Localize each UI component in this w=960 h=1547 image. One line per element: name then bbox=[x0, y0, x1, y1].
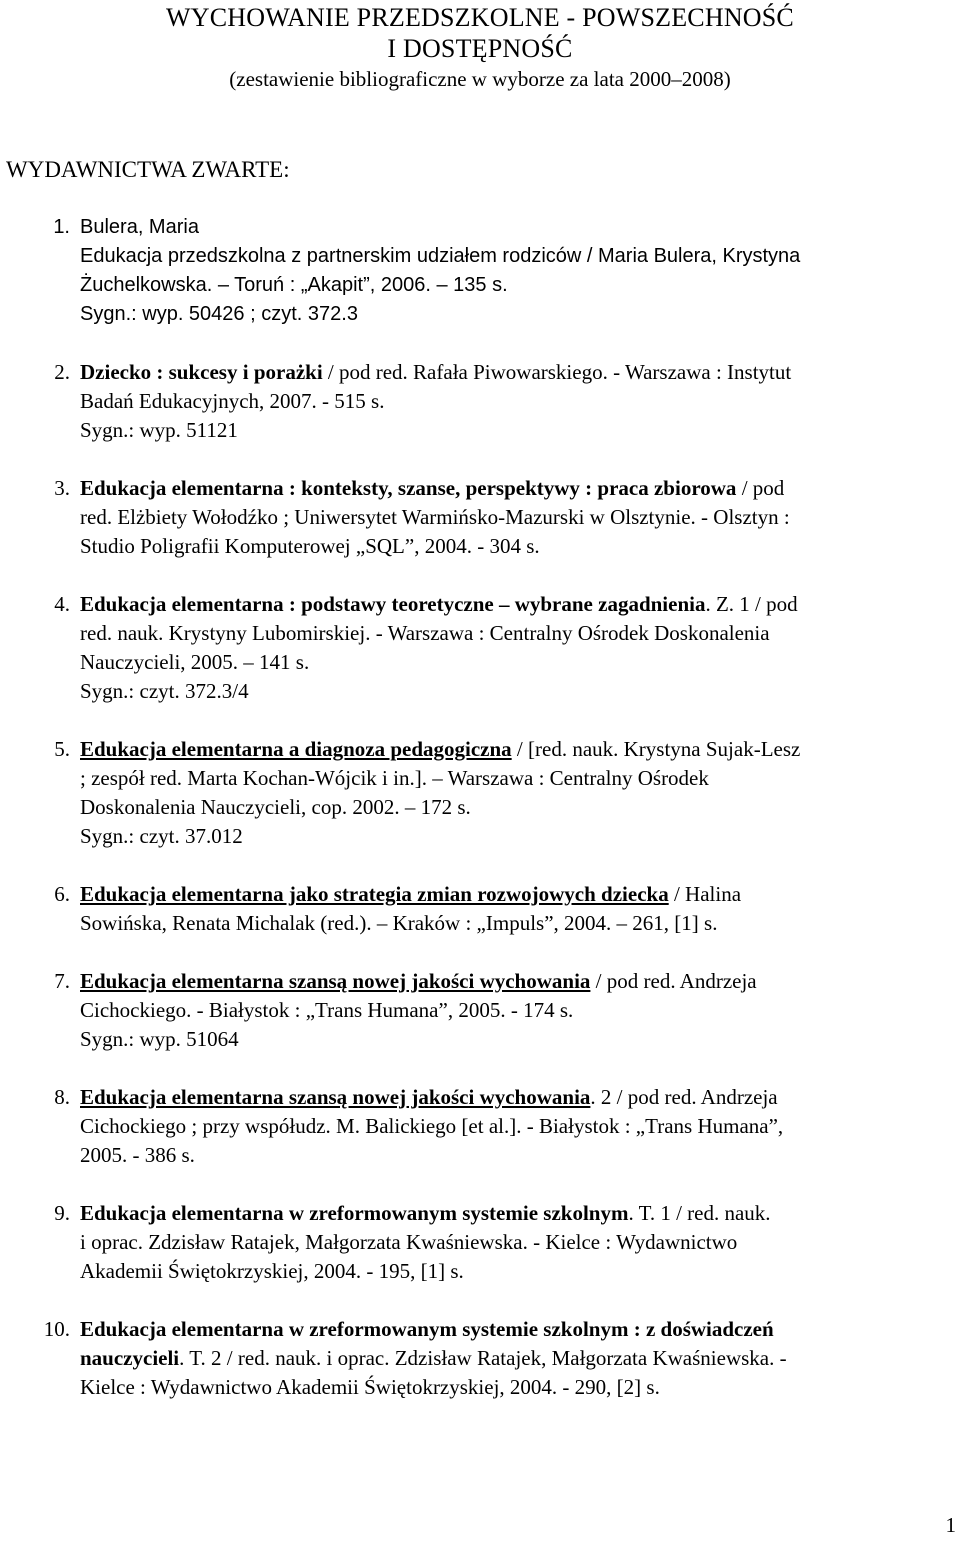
bibliography-entry bbox=[0, 1315, 960, 1402]
entry-line: Sowińska, Renata Michalak (red.). – Kraków : „Impuls”, 2004. – 261, [1] s. bbox=[80, 911, 718, 935]
entry-number: 4. bbox=[54, 592, 70, 616]
entry-signature: Sygn.: wyp. 51121 bbox=[80, 418, 238, 442]
entry-title: Edukacja elementarna a diagnoza pedagogiczna bbox=[80, 737, 512, 761]
entry-line: Studio Poligrafii Komputerowej „SQL”, 2004. - 304 s. bbox=[80, 534, 540, 558]
bibliography-entry bbox=[0, 1199, 960, 1286]
entry-number: 5. bbox=[54, 737, 70, 761]
entry-title: Dziecko : sukcesy i porażki bbox=[80, 360, 323, 384]
entry-title: Edukacja elementarna : konteksty, szanse, perspektywy : praca zbiorowa bbox=[80, 476, 737, 500]
entry-line: / pod red. Andrzeja bbox=[590, 969, 757, 993]
entry-line: / [red. nauk. Krystyna Sujak-Lesz bbox=[511, 737, 801, 761]
entry-line: . T. 1 / red. nauk. bbox=[628, 1201, 771, 1225]
section-heading: WYDAWNICTWA ZWARTE: bbox=[6, 157, 290, 182]
bibliography-entry bbox=[0, 1083, 960, 1170]
entry-line: Żuchelkowska. – Toruń : „Akapit”, 2006. – 135 s. bbox=[80, 274, 508, 296]
document-title-line-1: WYCHOWANIE PRZEDSZKOLNE - POWSZECHNOŚĆ bbox=[166, 3, 794, 32]
entry-line: . 2 / pod red. Andrzeja bbox=[590, 1085, 778, 1109]
entry-line: / pod red. Rafała Piwowarskiego. - Warszawa : Instytut bbox=[322, 360, 792, 384]
entry-title: Edukacja elementarna : podstawy teoretyczne – wybrane zagadnienia bbox=[80, 592, 706, 616]
entry-number: 6. bbox=[54, 882, 70, 906]
entry-number: 1. bbox=[53, 216, 70, 238]
entry-number: 3. bbox=[54, 476, 70, 500]
entry-line: 2005. - 386 s. bbox=[80, 1143, 195, 1167]
bibliography-entry bbox=[0, 880, 960, 938]
bibliography-entry bbox=[0, 213, 960, 329]
entry-line: Badań Edukacyjnych, 2007. - 515 s. bbox=[80, 389, 385, 413]
entry-title: Edukacja elementarna w zreformowanym systemie szkolnym bbox=[80, 1201, 629, 1225]
entry-line: / Halina bbox=[668, 882, 742, 906]
entry-title: Edukacja elementarna szansą nowej jakości wychowania bbox=[80, 1085, 591, 1109]
entry-signature: Sygn.: wyp. 50426 ; czyt. 372.3 bbox=[80, 303, 358, 325]
entry-line: ; zespół red. Marta Kochan-Wójcik i in.]. – Warszawa : Centralny Ośrodek bbox=[80, 766, 709, 790]
entry-line: Cichockiego. - Białystok : „Trans Humana”, 2005. - 174 s. bbox=[80, 998, 574, 1022]
entry-title: Edukacja elementarna w zreformowanym systemie szkolnym : z doświadczeń bbox=[80, 1317, 774, 1341]
entry-number: 10. bbox=[43, 1317, 70, 1341]
page-number: 1 bbox=[945, 1513, 956, 1537]
entry-title-continued: nauczycieli bbox=[80, 1346, 180, 1370]
bibliography-entry bbox=[0, 967, 960, 1054]
entry-number: 8. bbox=[54, 1085, 70, 1109]
entry-line: / pod bbox=[736, 476, 785, 500]
bibliography-list bbox=[0, 213, 960, 1431]
entry-line: . T. 2 / red. nauk. i oprac. Zdzisław Ratajek, Małgorzata Kwaśniewska. - bbox=[179, 1346, 787, 1370]
entry-line: i oprac. Zdzisław Ratajek, Małgorzata Kwaśniewska. - Kielce : Wydawnictwo bbox=[80, 1230, 738, 1254]
entry-signature: Sygn.: czyt. 37.012 bbox=[80, 824, 243, 848]
entry-line: Edukacja przedszkolna z partnerskim udziałem rodziców / Maria Bulera, Krystyna bbox=[80, 245, 801, 267]
entry-line: Kielce : Wydawnictwo Akademii Świętokrzyskiej, 2004. - 290, [2] s. bbox=[80, 1375, 660, 1399]
bibliography-entry bbox=[0, 735, 960, 851]
entry-author: Bulera, Maria bbox=[80, 216, 199, 238]
entry-number: 2. bbox=[54, 360, 70, 384]
entry-number: 7. bbox=[54, 969, 70, 993]
entry-number: 9. bbox=[54, 1201, 70, 1225]
bibliography-entry bbox=[0, 474, 960, 561]
bibliography-entry bbox=[0, 358, 960, 445]
entry-line: red. Elżbiety Wołodźko ; Uniwersytet Warmińsko-Mazurski w Olsztynie. - Olsztyn : bbox=[80, 505, 790, 529]
entry-line: red. nauk. Krystyny Lubomirskiej. - Warszawa : Centralny Ośrodek Doskonalenia bbox=[80, 621, 770, 645]
entry-signature: Sygn.: wyp. 51064 bbox=[80, 1027, 239, 1051]
document-subtitle: (zestawienie bibliograficzne w wyborze za lata 2000–2008) bbox=[229, 67, 731, 91]
title-block bbox=[0, 2, 960, 95]
entry-line: . Z. 1 / pod bbox=[705, 592, 798, 616]
entry-line: Doskonalenia Nauczycieli, cop. 2002. – 172 s. bbox=[80, 795, 471, 819]
entry-title: Edukacja elementarna jako strategia zmian rozwojowych dziecka bbox=[80, 882, 669, 906]
entry-title: Edukacja elementarna szansą nowej jakości wychowania bbox=[80, 969, 591, 993]
document-title-line-2: I DOSTĘPNOŚĆ bbox=[387, 34, 573, 63]
entry-line: Nauczycieli, 2005. – 141 s. bbox=[80, 650, 310, 674]
bibliography-entry bbox=[0, 590, 960, 706]
entry-line: Akademii Świętokrzyskiej, 2004. - 195, [1] s. bbox=[80, 1259, 464, 1283]
entry-line: Cichockiego ; przy współudz. M. Balickiego [et al.]. - Białystok : „Trans Humana”, bbox=[80, 1114, 784, 1138]
entry-signature: Sygn.: czyt. 372.3/4 bbox=[80, 679, 249, 703]
